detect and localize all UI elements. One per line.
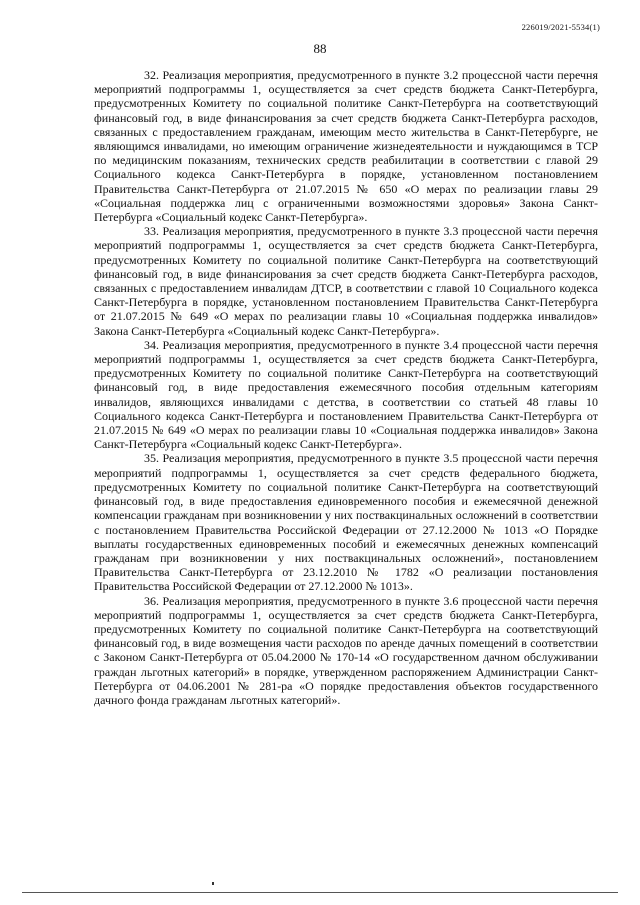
document-id: 226019/2021-5534(1) (521, 22, 600, 32)
paragraph-36: 36. Реализация мероприятия, предусмотренного в пункте 3.6 процессной части перечня мероприятий подпрограммы 1, осуществляется за счет средств бюджета Санкт-Петербурга, предусмотренных Комитету по социальной политике Санкт-Петербурга на соответствующий финансовый год, в виде возмещения части расходов по аренде дачных помещений в соответствии с Законом Санкт-Петербурга от 05.04.2000 № 170-14 «О государственном дачном обслуживании граждан льготных категорий» в порядке, утвержденном распоряжением Администрации Санкт-Петербурга от 04.06.2001 № 281-ра «О порядке предоставления объектов государственного дачного фонда гражданам льготных категорий». (94, 593, 598, 707)
document-body (94, 68, 598, 707)
scan-speck (212, 882, 214, 885)
paragraph-35: 35. Реализация мероприятия, предусмотренного в пункте 3.5 процессной части перечня мероприятий подпрограммы 1, осуществляется за счет средств федерального бюджета, предусмотренных Комитету по социальной политике Санкт-Петербурга на соответствующий финансовый год, в виде предоставления единовременного пособия и ежемесячной денежной компенсации гражданам при возникновении у них поствакцинальных осложнений в соответствии с постановлением Правительства Российской Федерации от 27.12.2000 № 1013 «О Порядке выплаты государственных единовременных пособий и ежемесячных денежных компенсаций гражданам при возникновении у них поствакцинальных осложнений», постановлением Правительства Санкт-Петербурга от 23.12.2010 № 1782 «О реализации постановления Правительства Российской Федерации от 27.12.2000 № 1013». (94, 451, 598, 594)
paragraph-33: 33. Реализация мероприятия, предусмотренного в пункте 3.3 процессной части перечня мероприятий подпрограммы 1, осуществляется за счет средств бюджета Санкт-Петербурга, предусмотренных Комитету по социальной политике Санкт-Петербурга на соответствующий финансовый год, в виде финансирования за счет средств бюджета Санкт-Петербурга расходов, связанных с предоставлением инвалидам ДТСР, в соответствии с главой 10 Социального кодекса Санкт-Петербурга в порядке, установленном постановлением Правительства Санкт-Петербурга от 21.07.2015 № 649 «О мерах по реализации главы 10 «Социальная поддержка инвалидов» Закона Санкт-Петербурга «Социальный кодекс Санкт-Петербурга». (94, 224, 598, 338)
paragraph-34: 34. Реализация мероприятия, предусмотренного в пункте 3.4 процессной части перечня мероприятий подпрограммы 1, осуществляется за счет средств бюджета Санкт-Петербурга, предусмотренных Комитету по социальной политике Санкт-Петербурга на соответствующий финансовый год, в виде предоставления ежемесячного пособия отдельным категориям инвалидов, являющихся инвалидами с детства, в соответствии со статьей 48 главы 10 Социального кодекса Санкт-Петербурга и постановлением Правительства Санкт-Петербурга от 21.07.2015 № 649 «О мерах по реализации главы 10 «Социальная поддержка инвалидов» Закона Санкт-Петербурга «Социальный кодекс Санкт-Петербурга». (94, 337, 598, 452)
paragraph-32: 32. Реализация мероприятия, предусмотренного в пункте 3.2 процессной части перечня мероприятий подпрограммы 1, осуществляется за счет средств бюджета Санкт-Петербурга, предусмотренных Комитету по социальной политике Санкт-Петербурга на соответствующий финансовый год, в виде финансирования за счет средств бюджета Санкт-Петербурга расходов, связанных с предоставлением гражданам, имеющим место жительства в Санкт-Петербурге, не являющимся инвалидами, но имеющим ограничение жизнедеятельности и нуждающимся в ТСР по медицинским показаниям, технических средств реабилитации в соответствии с главой 29 Социального кодекса Санкт-Петербурга в порядке, установленном постановлением Правительства Санкт-Петербурга от 21.07.2015 № 650 «О мерах по реализации главы 29 «Социальная поддержка лиц с ограниченными возможностями здоровья» Закона Санкт-Петербурга «Социальный кодекс Санкт-Петербурга». (94, 68, 598, 225)
page-number: 88 (313, 41, 327, 56)
page-bottom-rule (22, 892, 618, 893)
